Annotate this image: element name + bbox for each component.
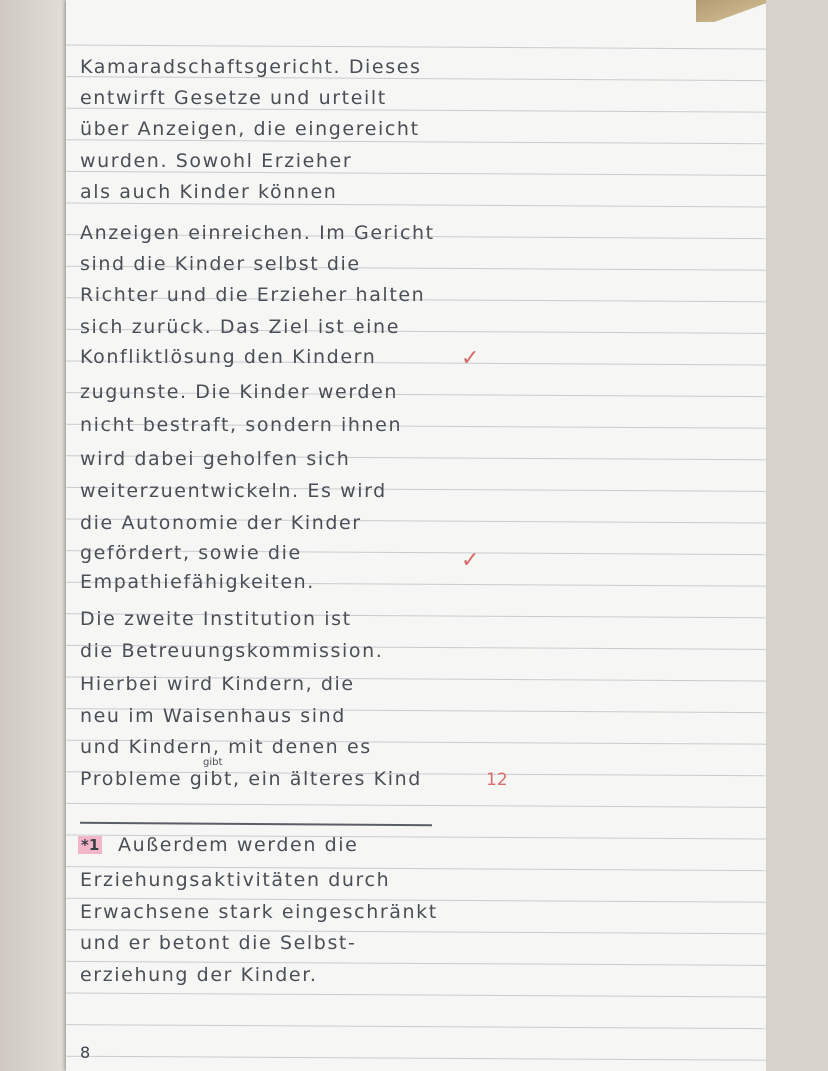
handwritten-line-14: weiterzuentwickeln. Es wird <box>80 480 387 502</box>
handwritten-line-21: neu im Waisenhaus sind <box>80 705 346 727</box>
ruled-line <box>66 803 766 807</box>
handwritten-line-23: Probleme gibt, ein älteres Kind <box>80 768 422 790</box>
ruled-line <box>66 993 766 997</box>
score-annotation: 12 <box>486 770 508 790</box>
footnote-line-1: Außerdem werden die <box>118 834 359 856</box>
ruled-line <box>66 203 766 207</box>
handwritten-line-20: Hierbei wird Kindern, die <box>80 673 355 695</box>
handwritten-line-3: über Anzeigen, die eingereicht <box>80 118 420 140</box>
page-number: 8 <box>80 1043 91 1062</box>
handwritten-line-5: als auch Kinder können <box>80 181 338 203</box>
handwritten-line-16: gefördert, sowie die <box>80 542 302 564</box>
handwritten-line-10: Konfliktlösung den Kindern <box>80 346 377 368</box>
handwritten-line-6: Anzeigen einreichen. Im Gericht <box>80 222 435 244</box>
handwritten-line-18: Die zweite Institution ist <box>80 608 352 630</box>
handwritten-line-19: die Betreuungskommission. <box>80 640 384 662</box>
handwritten-line-12: nicht bestraft, sondern ihnen <box>80 414 403 436</box>
ruled-line <box>66 1025 766 1029</box>
handwritten-line-2: entwirft Gesetze und urteilt <box>80 87 387 109</box>
handwritten-line-13: wird dabei geholfen sich <box>80 448 351 470</box>
footnote-line-5: erziehung der Kinder. <box>80 964 318 986</box>
handwritten-line-15: die Autonomie der Kinder <box>80 512 362 534</box>
handwritten-line-11: zugunste. Die Kinder werden <box>80 381 398 403</box>
ruled-line <box>66 1056 766 1060</box>
handwritten-line-17: Empathiefähigkeiten. <box>80 571 315 593</box>
ruled-line <box>66 45 766 49</box>
notebook-gutter <box>0 0 66 1071</box>
check-mark-2: ✓ <box>461 548 480 573</box>
footnote-line-2: Erziehungsaktivitäten durch <box>80 869 391 891</box>
notebook-page <box>66 0 766 1071</box>
ruled-line <box>66 140 766 144</box>
handwritten-line-7: sind die Kinder selbst die <box>80 253 361 275</box>
ruled-line <box>66 171 766 175</box>
handwritten-line-22: und Kindern, mit denen es <box>80 736 372 758</box>
handwritten-line-1: Kamaradschaftsgericht. Dieses <box>80 56 422 78</box>
insertion-note: gibt <box>203 757 223 768</box>
handwritten-line-9: sich zurück. Das Ziel ist eine <box>80 316 400 338</box>
footnote-marker: *1 <box>78 836 102 854</box>
handwritten-line-8: Richter und die Erzieher halten <box>80 284 426 306</box>
handwritten-line-4: wurden. Sowohl Erzieher <box>80 150 353 172</box>
footnote-line-3: Erwachsene stark eingeschränkt <box>80 901 438 923</box>
check-mark-1: ✓ <box>461 346 480 371</box>
footnote-line-4: und er betont die Selbst- <box>80 932 357 954</box>
